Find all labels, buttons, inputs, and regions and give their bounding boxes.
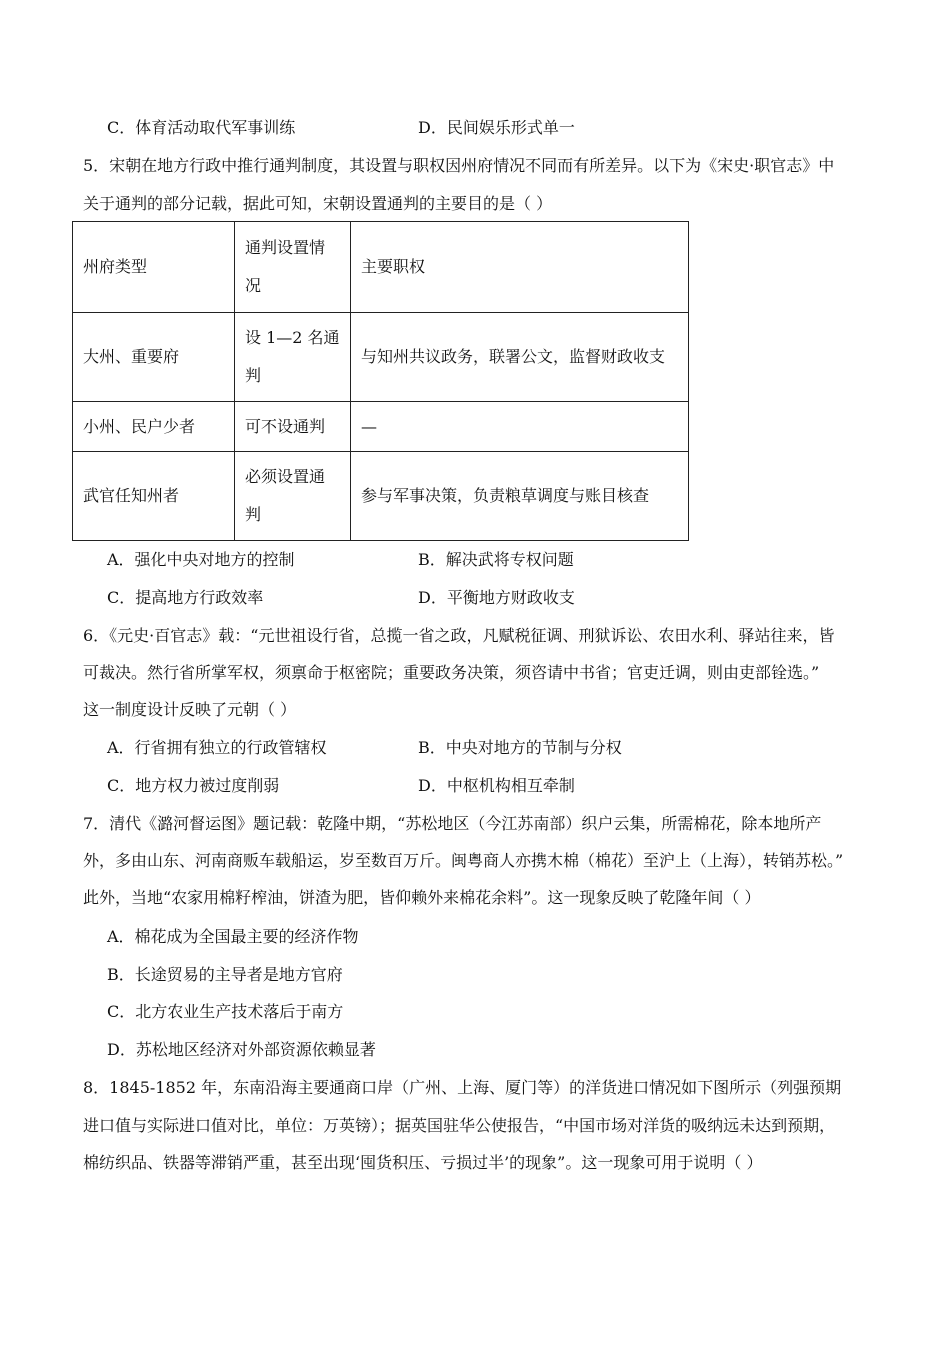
q7-stem-line-2: 外，多由山东、河南商贩车载船运，岁至数百万斤。闽粤商人亦携木棉（棉花）至沪上（上海），转销苏松。”	[83, 851, 844, 870]
q6-option-d: D．中枢机构相互牵制	[418, 776, 575, 795]
q6-stem-line-2: 可裁决。然行省所掌军权，须禀命于枢密院；重要政务决策，须咨请中书省；官吏迁调，则由吏部铨选。”	[83, 663, 820, 682]
q8-stem-line-3: 棉纺织品、铁器等滞销严重，甚至出现‘囤货积压、亏损过半’的现象”。这一现象可用于说明（ ）	[83, 1153, 763, 1172]
table-cell: 可不设通判	[235, 402, 351, 452]
table-cell: 必须设置通判	[235, 452, 351, 541]
table-row	[73, 452, 689, 541]
q4-option-c: C．体育活动取代军事训练	[107, 118, 296, 137]
q7-option-c: C．北方农业生产技术落后于南方	[107, 1002, 344, 1021]
q6-option-b: B．中央对地方的节制与分权	[418, 738, 622, 757]
table-header-cell: 州府类型	[73, 222, 235, 313]
q7-option-b: B．长途贸易的主导者是地方官府	[107, 965, 343, 984]
table-cell: 设 1—2 名通判	[235, 313, 351, 402]
q6-option-c: C．地方权力被过度削弱	[107, 776, 280, 795]
table-header-cell: 主要职权	[351, 222, 689, 313]
q6-option-a: A．行省拥有独立的行政管辖权	[107, 738, 327, 757]
q6-stem-line-1: 6．《元史·百官志》载：“元世祖设行省，总揽一省之政，凡赋税征调、刑狱诉讼、农田水利、驿站往来，皆	[83, 626, 835, 645]
q4-option-d: D．民间娱乐形式单一	[418, 118, 575, 137]
q6-stem-line-3: 这一制度设计反映了元朝（ ）	[83, 700, 297, 719]
q5-option-b: B．解决武将专权问题	[418, 550, 574, 569]
q5-stem-line-1: 5．宋朝在地方行政中推行通判制度，其设置与职权因州府情况不同而有所差异。以下为《宋史·职官志》中	[83, 156, 835, 175]
q7-stem-line-3: 此外，当地“农家用棉籽榨油，饼渣为肥，皆仰赖外来棉花余料”。这一现象反映了乾隆年间（ ）	[83, 888, 761, 907]
table-cell: 参与军事决策，负责粮草调度与账目核查	[351, 452, 689, 541]
q5-stem-line-2: 关于通判的部分记载，据此可知，宋朝设置通判的主要目的是（ ）	[83, 194, 553, 213]
q5-option-a: A．强化中央对地方的控制	[107, 550, 295, 569]
table-row	[73, 402, 689, 452]
q8-stem-line-1: 8．1845-1852 年，东南沿海主要通商口岸（广州、上海、厦门等）的洋货进口情况如下图所示（列强预期	[83, 1078, 842, 1097]
table-cell: 与知州共议政务，联署公文，监督财政收支	[351, 313, 689, 402]
table-cell: 小州、民户少者	[73, 402, 235, 452]
table-row	[73, 313, 689, 402]
q5-option-d: D．平衡地方财政收支	[418, 588, 575, 607]
q7-stem-line-1: 7．清代《潞河督运图》题记载：乾隆中期，“苏松地区（今江苏南部）织户云集，所需棉花，除本地所产	[83, 814, 822, 833]
table-header-cell: 通判设置情况	[235, 222, 351, 313]
table-cell: 武官任知州者	[73, 452, 235, 541]
q5-table	[72, 221, 689, 541]
table-header-row	[73, 222, 689, 313]
q8-stem-line-2: 进口值与实际进口值对比，单位：万英镑）；据英国驻华公使报告，“中国市场对洋货的吸纳远未达到预期，	[83, 1116, 836, 1135]
q5-option-c: C．提高地方行政效率	[107, 588, 264, 607]
table-cell: 大州、重要府	[73, 313, 235, 402]
q7-option-a: A．棉花成为全国最主要的经济作物	[107, 927, 359, 946]
q7-option-d: D．苏松地区经济对外部资源依赖显著	[107, 1040, 376, 1059]
table-cell: —	[351, 402, 689, 452]
